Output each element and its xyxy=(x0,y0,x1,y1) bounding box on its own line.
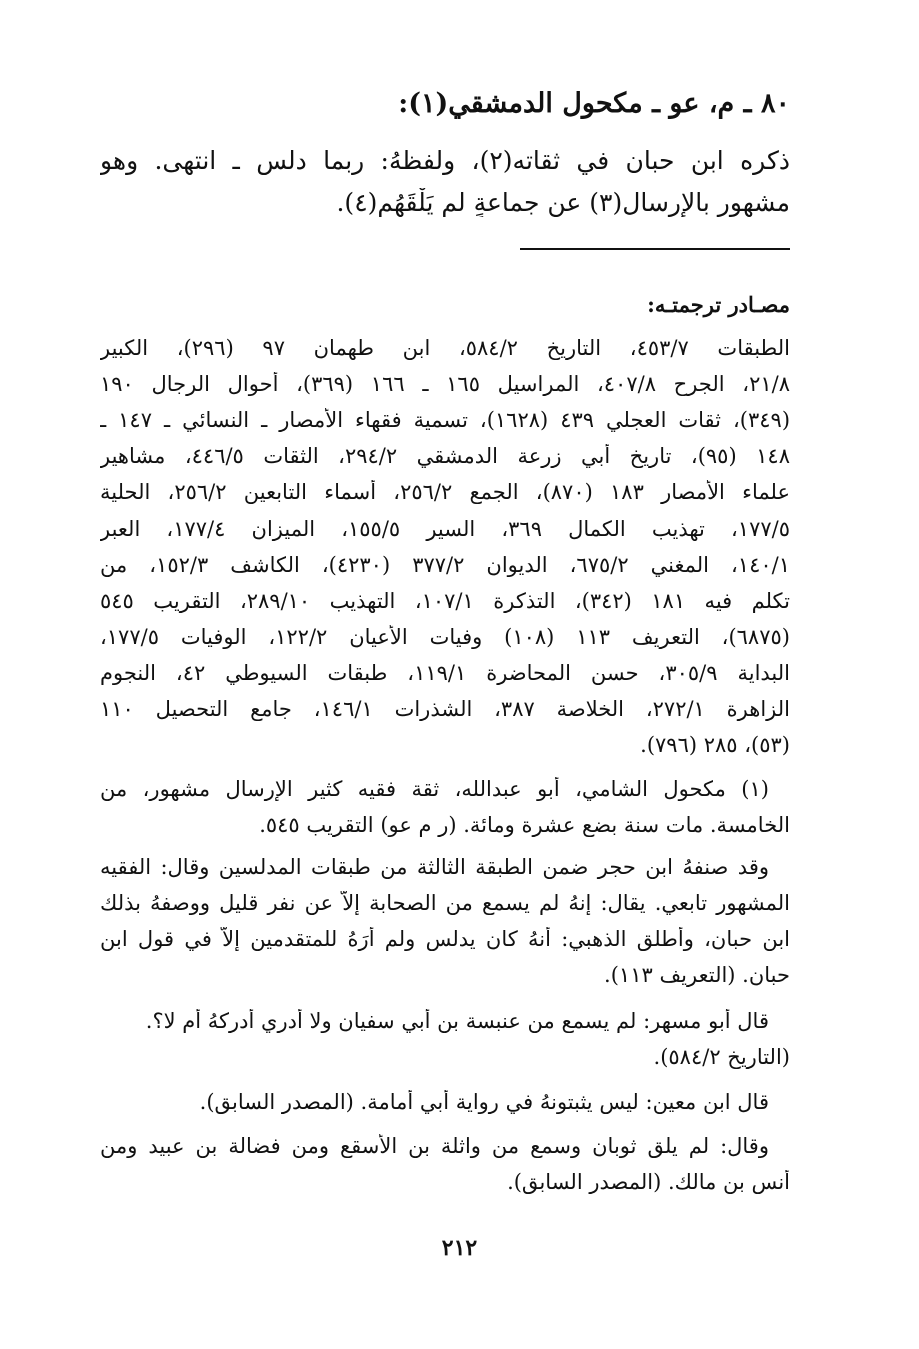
sources-heading: مصـادر ترجمتـه: xyxy=(647,292,790,317)
footnote-line: قال ابن معين: ليس يثبتونهُ في رواية أبي أمامة. (المصدر السابق). xyxy=(199,1090,769,1114)
sources-line: (٣٤٩)، ثقات العجلي ٤٣٩ (١٦٢٨)، تسمية فقهاء الأمصار ـ النسائي ـ ١٤٧ ـ xyxy=(100,408,790,432)
sources-line: تكلم فيه ١٨١ (٣٤٢)، التذكرة ١٠٧/١، التهذيب ٢٨٩/١٠، التقريب ٥٤٥ xyxy=(100,589,790,613)
footnote-line: وقال: لم يلق ثوبان وسمع من واثلة بن الأسقع ومن فضالة بن عبيد ومن xyxy=(100,1134,769,1158)
footnote-line: الخامسة. مات سنة بضع عشرة ومائة. (ر م عو) التقريب ٥٤٥. xyxy=(259,813,790,837)
sources-line: ٢١/٨، الجرح ٤٠٧/٨، المراسيل ١٦٥ ـ ١٦٦ (٣٦٩)، أحوال الرجال ١٩٠ xyxy=(100,372,790,396)
entry-heading: ٨٠ ـ م، عو ـ مكحول الدمشقي(١): xyxy=(398,88,790,119)
footnote-line: (١) مكحول الشامي، أبو عبدالله، ثقة فقيه كثير الإرسال مشهور، من xyxy=(100,777,769,801)
sources-line: علماء الأمصار ١٨٣ (٨٧٠)، الجمع ٢٥٦/٢، أسماء التابعين ٢٥٦/٢، الحلية xyxy=(100,480,790,504)
footnote-line: المشهور تابعي. يقال: إنهُ لم يسمع من الصحابة إلاّ عن نفر قليل ووصفهُ بذلك xyxy=(100,891,790,915)
footnote-line: أنس بن مالك. (المصدر السابق). xyxy=(507,1170,790,1194)
sources-line: (٦٨٧٥)، التعريف ١١٣ (١٠٨) وفيات الأعيان ١٢٢/٢، الوفيات ١٧٧/٥، xyxy=(100,625,790,649)
page-number: ٢١٢ xyxy=(441,1235,478,1261)
footnote-line: ابن حبان، وأطلق الذهبي: أنهُ كان يدلس ولم أرَهُ للمتقدمين إلاّ في قول ابن xyxy=(100,927,790,951)
sources-line: ١٤٠/١، المغني ٦٧٥/٢، الديوان ٣٧٧/٢ (٤٢٣٠)، الكاشف ١٥٢/٣، من xyxy=(100,553,790,577)
footnote-separator xyxy=(520,248,790,250)
sources-line: الزاهرة ٢٧٢/١، الخلاصة ٣٨٧، الشذرات ١٤٦/١، جامع التحصيل ١١٠ xyxy=(100,697,790,721)
footnote-line: قال أبو مسهر: لم يسمع من عنبسة بن أبي سفيان ولا أدري أدركهُ أم لا؟. xyxy=(145,1009,769,1033)
sources-line: الطبقات ٤٥٣/٧، التاريخ ٥٨٤/٢، ابن طهمان ٩٧ (٢٩٦)، الكبير xyxy=(100,336,790,360)
sources-line: البداية ٣٠٥/٩، حسن المحاضرة ١١٩/١، طبقات السيوطي ٤٢، النجوم xyxy=(100,661,790,685)
sources-line: (٥٣)، ٢٨٥ (٧٩٦). xyxy=(640,733,790,757)
footnote-line: وقد صنفهُ ابن حجر ضمن الطبقة الثالثة من طبقات المدلسين وقال: الفقيه xyxy=(100,855,769,879)
footnote-line: (التاريخ ٥٨٤/٢). xyxy=(653,1045,790,1069)
sources-line: ١٤٨ (٩٥)، تاريخ أبي زرعة الدمشقي ٢٩٤/٢، الثقات ٤٤٦/٥، مشاهير xyxy=(100,444,790,468)
footnote-line: حبان. (التعريف ١١٣). xyxy=(604,963,790,987)
entry-text-line: ذكره ابن حبان في ثقاته(٢)، ولفظهُ: ربما دلس ـ انتهى. وهو xyxy=(100,146,790,175)
sources-line: ١٧٧/٥، تهذيب الكمال ٣٦٩، السير ١٥٥/٥، الميزان ١٧٧/٤، العبر xyxy=(100,517,790,541)
entry-text-line: مشهور بالإرسال(٣) عن جماعةٍ لم يَلْقَهُم(٤). xyxy=(336,188,790,217)
